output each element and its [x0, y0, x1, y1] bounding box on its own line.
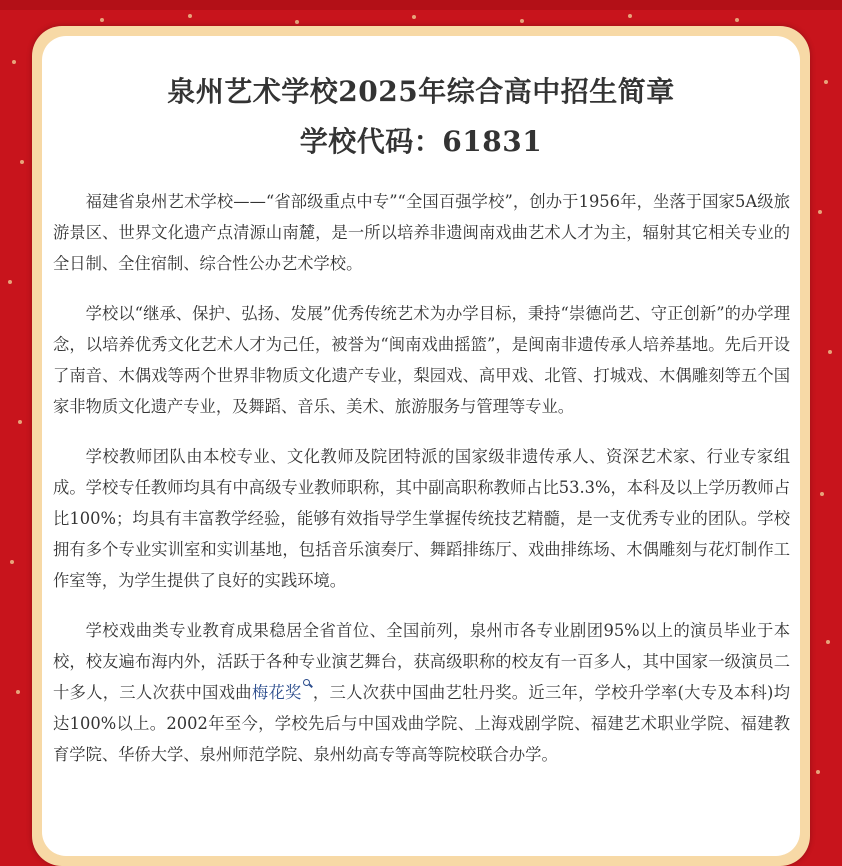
page-title: 泉州艺术学校2025年综合高中招生简章: [167, 75, 675, 108]
paragraph-text-b: ，三人次获中国曲艺牡丹奖。近三年，学校升学率(大专及本科)均达100%以上。2002年至今，学校先后与中国戏曲学院、上海戏剧学院、福建艺术职业学院、福建教育学院、华侨大学、泉州师范学院、泉州幼高专等高等院校联合办学。: [53, 683, 790, 764]
paragraph-achievements: [53, 615, 790, 770]
paragraph-text-a: 学校戏曲类专业教育成果稳居全省首位、全国前列，泉州市各专业剧团95%以上的演员毕业于本校，校友遍布海内外，活跃于各种专业演艺舞台，获高级职称的校友有一百多人，其中国家一级演员二十多人，三人次获中国戏曲: [53, 621, 790, 702]
school-code: 学校代码：61831: [299, 125, 543, 158]
article-body: [53, 186, 790, 789]
search-icon[interactable]: [303, 677, 313, 689]
paragraph-intro: 福建省泉州艺术学校——“省部级重点中专”“全国百强学校”，创办于1956年，坐落于国家5A级旅游景区、世界文化遗产点清源山南麓，是一所以培养非遗闽南戏曲艺术人才为主，辐射其它相关专业的全日制、全住宿制、综合性公办艺术学校。: [53, 192, 790, 273]
plum-award-link[interactable]: 梅花奖: [251, 683, 302, 702]
paragraph-faculty: 学校教师团队由本校专业、文化教师及院团特派的国家级非遗传承人、资深艺术家、行业专家组成。学校专任教师均具有中高级专业教师职称，其中副高职称教师占比53.3%，本科及以上学历教师占比100%；均具有丰富教学经验，能够有效指导学生掌握传统技艺精髓，是一支优秀专业的团队。学校拥有多个专业实训室和实训基地，包括音乐演奏厅、舞蹈排练厅、戏曲排练场、木偶雕刻与花灯制作工作室等，为学生提供了良好的实践环境。: [53, 447, 790, 590]
top-strip: [0, 0, 842, 10]
paragraph-philosophy: 学校以“继承、保护、弘扬、发展”优秀传统艺术为办学目标，秉持“崇德尚艺、守正创新”的办学理念，以培养优秀文化艺术人才为己任，被誉为“闽南戏曲摇篮”，是闽南非遗传承人培养基地。先后开设了南音、木偶戏等两个世界非物质文化遗产专业，梨园戏、高甲戏、北管、打城戏、木偶雕刻等五个国家非物质文化遗产专业，及舞蹈、音乐、美术、旅游服务与管理等专业。: [53, 304, 790, 416]
